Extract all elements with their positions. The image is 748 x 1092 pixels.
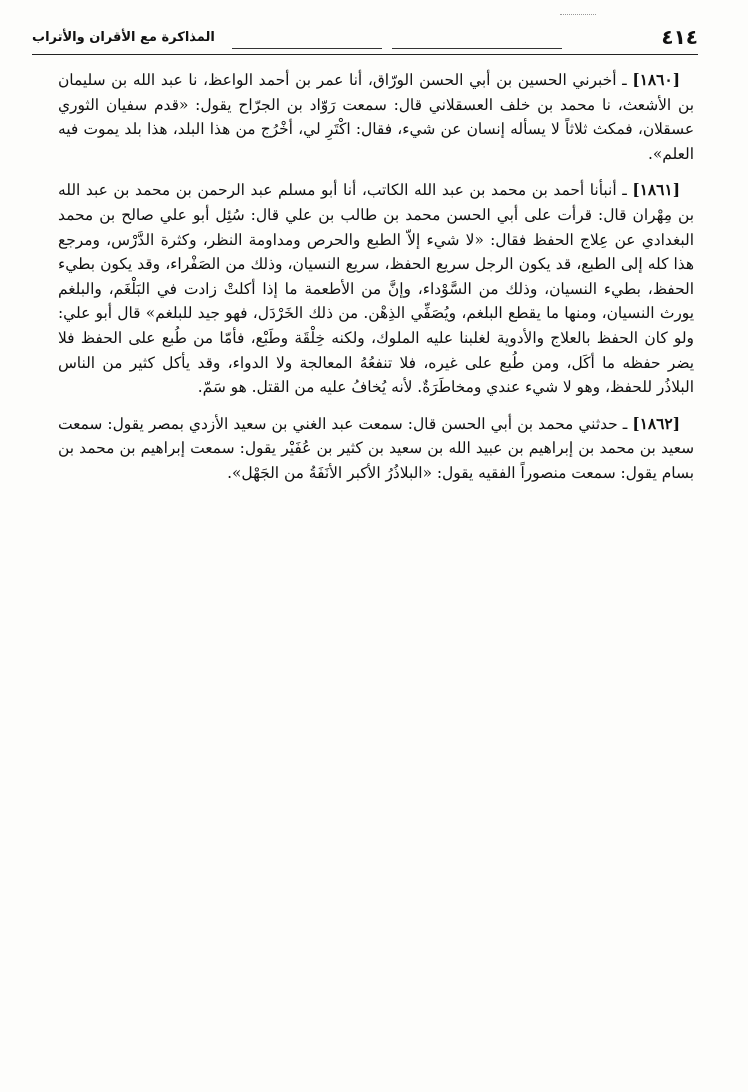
entry-1860	[58, 68, 694, 166]
entry-text: ـ أنبأنا أحمد بن محمد بن عبد الله الكاتب، أنا أبو مسلم عبد الرحمن بن محمد بن عبد الله بن مِهْران قال: قرأت على أبي الحسن محمد بن طالب بن علي قال: سُئِل أبو علي صالح بن محمد البغدادي عن عِلاج الحفظ فقال: «لا شيء إلاّ الطبع والحرص ومداومة النظر، وكثرة الدَّرْس، ومرجع هذا كله إلى الطبع، قد يكون الرجل سريع الحفظ، سريع النسيان، وذلك من الصَفْراء، وقد يكون بطيء الحفظ، بطيء النسيان، وذلك من السَّوْداء، وإنَّ من الأطعمة ما إذا أكلتْ زادت في البَلْغَم، والبلغم يورث النسيان، ومنها ما يقطع البلغم، ويُصَفِّي الذِهْن. من ذلك الخَرْدَل، فهو جيد للبلغم» قال أبو علي: ولو كان الحفظ بالعلاج والأدوية لغلبنا عليه الملوك، ولكنه خِلْقَة وطَبْع، فأمّا من طُبع على الحفظ فلا يضر حفظه ما أكَل، ومن طُبع على غيره، فلا تنفعُهُ المعالجة ولا الدواء، وقد يأكل كثير من الناس البلاذُر للحفظ، وهو لا شيء عندي ومخاطَرَةٌ. لأنه يُخافُ عليه من القتل. هو سَمّ.	[58, 181, 694, 397]
header-rule	[32, 54, 698, 55]
page-number: ٤١٤	[661, 25, 698, 49]
running-title: المذاكرة مع الأقران والأتراب	[32, 30, 215, 45]
entry-1862	[58, 412, 694, 486]
header-dash-line	[232, 48, 382, 49]
entry-number: [١٨٦٢]	[632, 414, 680, 433]
entry-number: [١٨٦١]	[632, 181, 680, 200]
entry-text: ـ حدثني محمد بن أبي الحسن قال: سمعت عبد الغني بن سعيد الأزدي بمصر يقول: سمعت سعيد بن محمد بن إبراهيم بن عبيد الله بن سعيد بن كثير بن عُفَيْر يقول: سمعت إبراهيم بن محمد بن بسام يقول: سمعت منصوراً الفقيه يقول: «البلاذُرُ الأكبر الأنَفَةُ من الجَهْل».	[58, 414, 694, 482]
entry-text: ـ أخبرني الحسين بن أبي الحسن الورّاق، أنا عمر بن أحمد الواعظ، نا عبد الله بن سليمان بن الأشعث، نا محمد بن خلف العسقلاني قال: سمعت رَوّاد بن الجرّاح يقول: «قدم سفيان الثوري عسقلان، فمكث ثلاثاً لا يسأله إنسان عن شيء، فقال: اكْتَرِ لي، أخْرُج من هذا البلد، هذا بلد يموت فيه العلم».	[58, 71, 694, 163]
header-dash-line	[392, 48, 562, 49]
entry-number: [١٨٦٠]	[632, 71, 680, 89]
top-ornament	[560, 14, 596, 15]
entry-1861	[58, 178, 694, 399]
page-body	[58, 68, 694, 498]
